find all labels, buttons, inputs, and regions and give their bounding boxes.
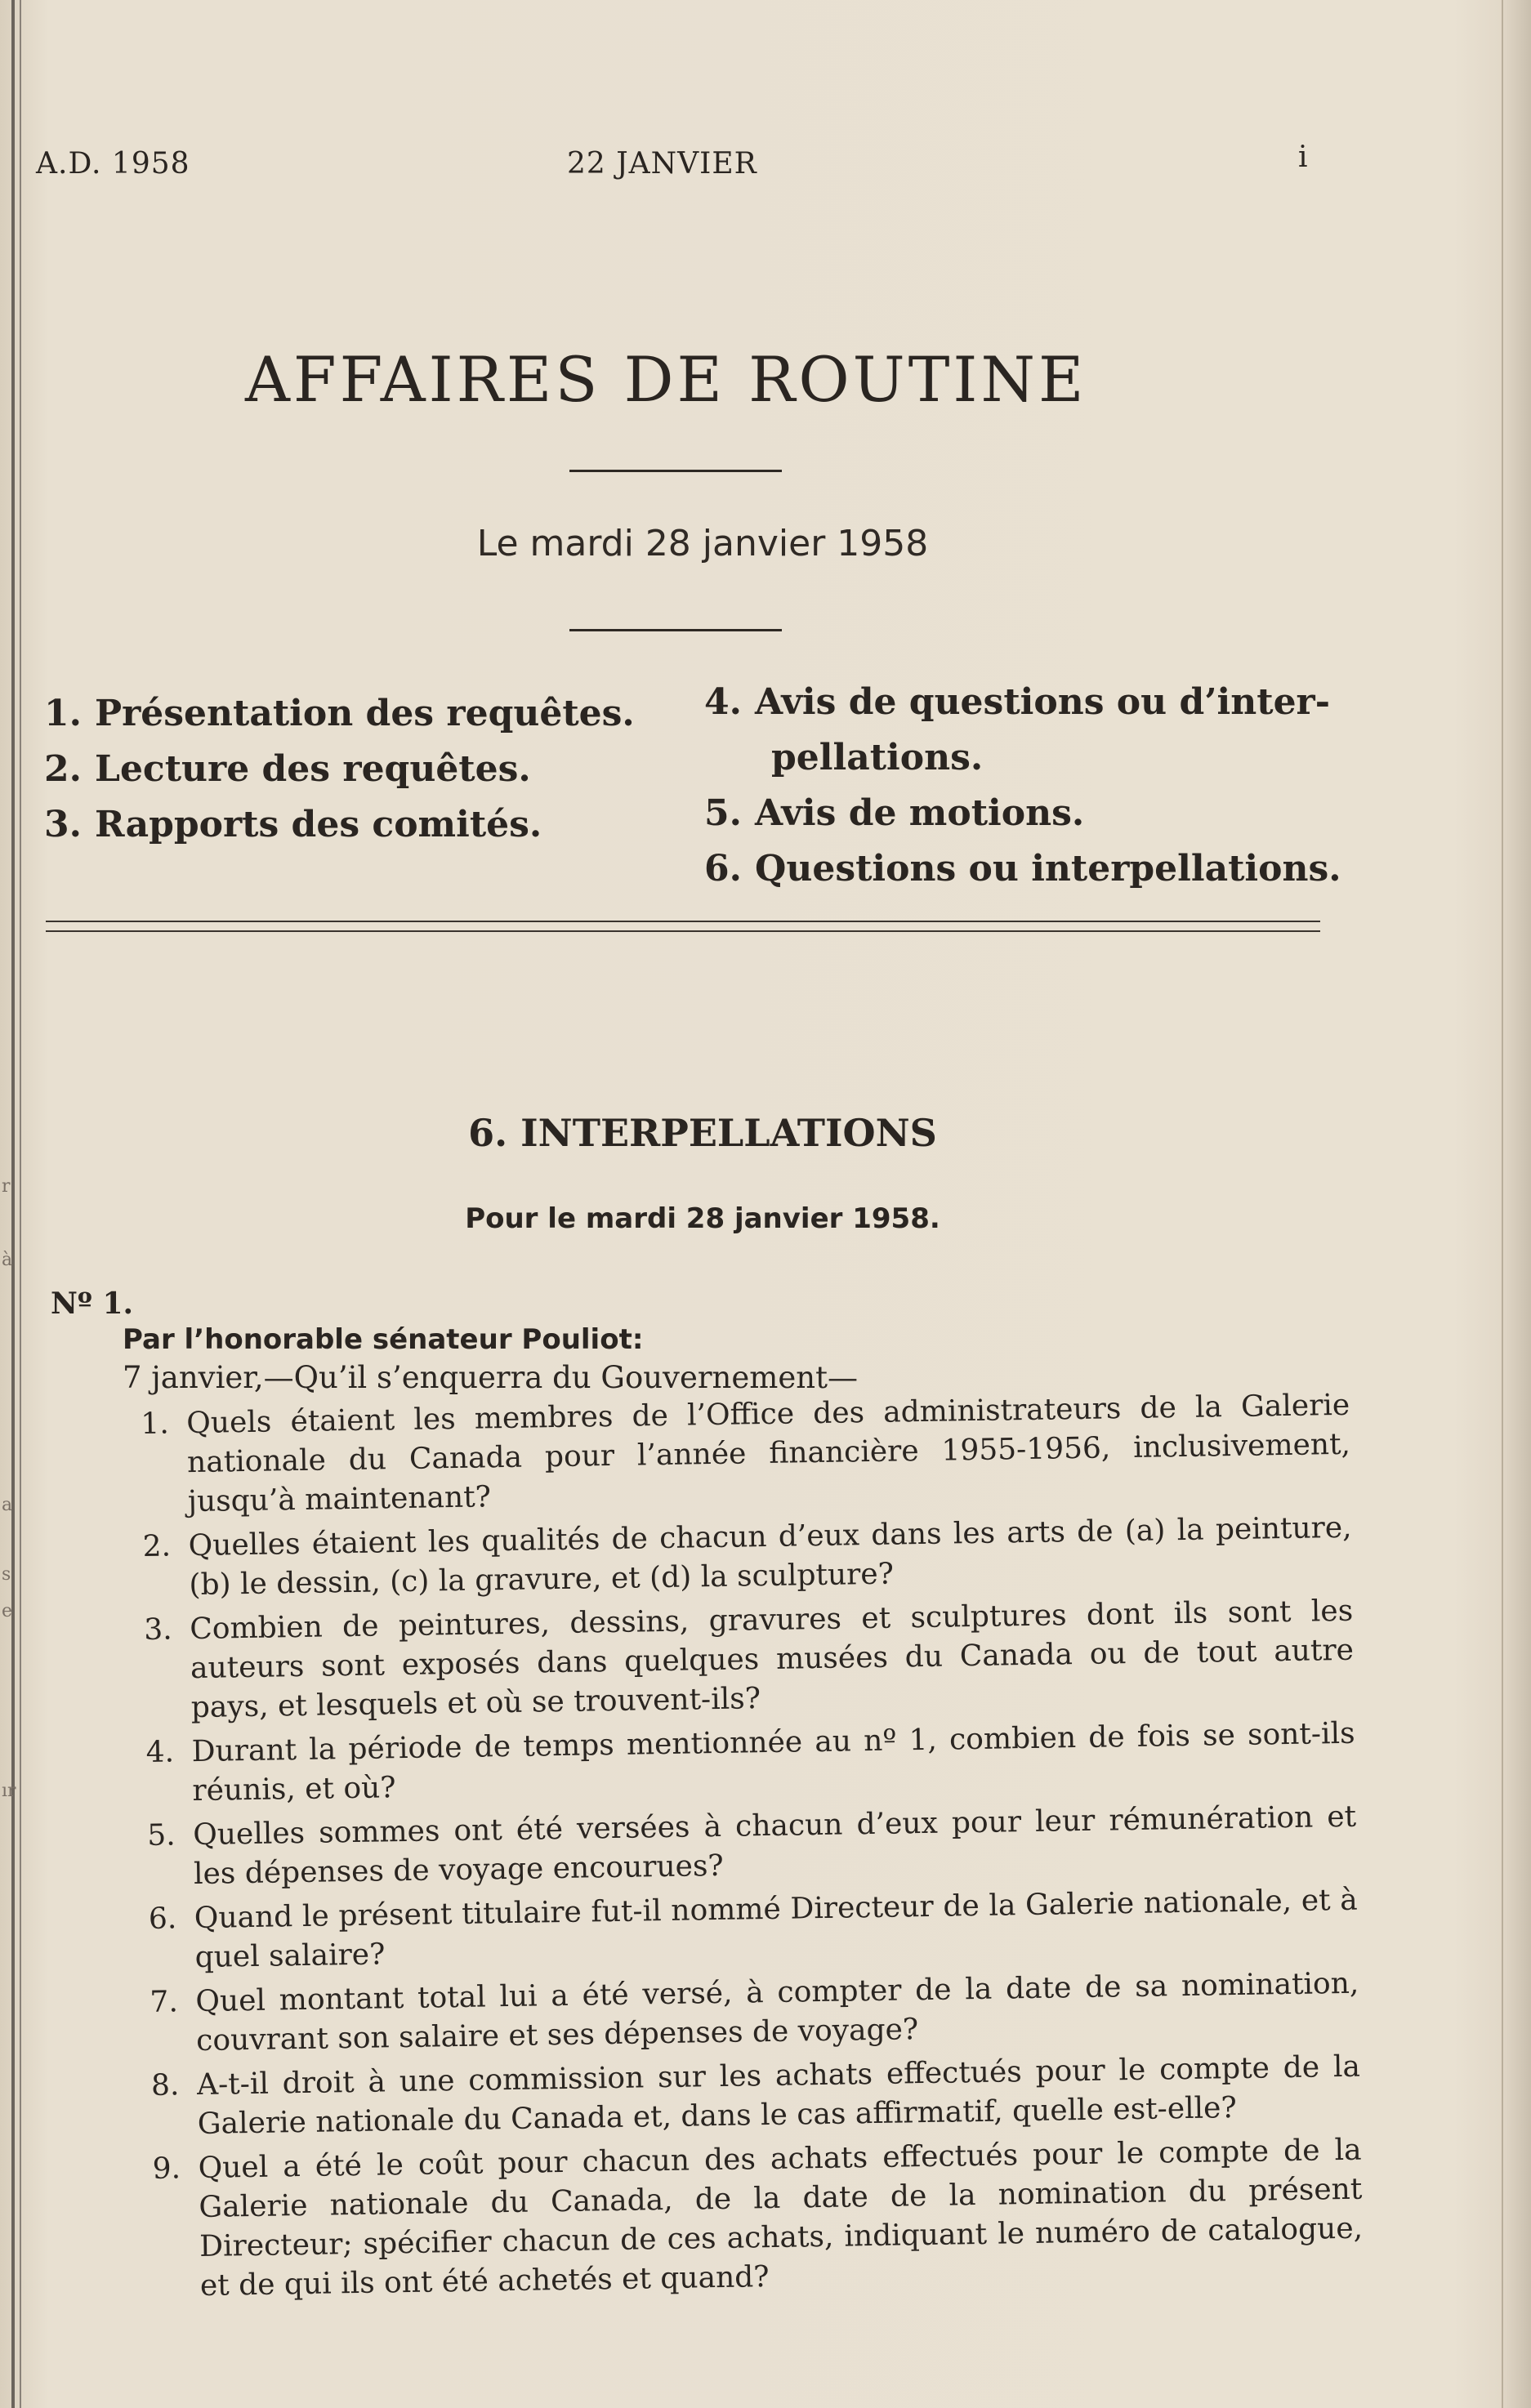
list-item-continuation: pellations. — [771, 737, 984, 778]
header-year: A.D. 1958 — [36, 147, 190, 181]
document-page: r à a s e ır A.D. 1958 22 JANVIER i AFFAIRES DE ROUTINE Le mardi 28 janvier 1958 1. Présentation des requêtes. 2. Lecture des requêtes. 3. Rapports des comités. 4. Avis de questions ou d’inter- pellations. 5. Avis de motions. 6. Questions ou interpellations. 6. INTERPELLATIONS Pour le mardi 28 janvier 1958. Nº 1. Par l’honorable sénateur Pouliot: 7 janvier,—Qu’il s’enquerra du Gouvernement— 1. Quels étaient les membres de l’Office des administrateurs de la Galerie nationale du Canada pour l’année financière 1955-1956, inclusivement, jusqu’à maintenant? 2. Quelles étaient les qualités de chacun d’eux dans les arts de (a) la peinture, (b) le dessin, (c) la gravure, et (d) la sculpture? 3. Combien de peintures, dessins, gravures et sculptures dont ils sont les auteurs sont exposés dans quelques musées du Canada ou de tout autre pays, et lesquels et où se trouvent-ils? 4. Durant la période de temps mentionnée au nº 1, combien de fois se sont-ils réunis, et où? 5. Quelles sommes ont été versées à chacun d’eux pour leur rémunération et les dépenses de voyage encourues? 6. Quand le présent titulaire fut-il nommé Directeur de la Galerie nationale, et à quel salaire? 7. Quel montant total lui a été versé, à compter de la date de sa nomination, couvrant son salaire et ses dépenses de voyage? 8. A-t-il droit à une commission sur les achats effectués pour le compte de la Galerie nationale du Canada et, dans le cas affirmatif, quelle est-elle? 9. Quel a été le coût pour chacun des achats effectués pour le compte de la Galerie nationale du Canada, de la date de la nomination du présent Directeur; spécifier chacun de ces achats, indiquant le numéro de catalogue, et de qui ils ont été achetés et quand? — [0, 0, 1531, 2408]
order-list-right — [704, 675, 1341, 897]
list-item: 5. Quelles sommes ont été versées à chacun d’eux pour leur rémunération et les dépenses de voyage encourues? — [146, 1799, 1357, 1892]
page-number: i — [1298, 140, 1309, 174]
list-item: 9. Quel a été le coût pour chacun des achats effectués pour le compte de la Galerie nationale du Canada, de la date de la nomination du présent Directeur; spécifier chacun de ces achats, indiquant le numéro de catalogue, et de qui ils ont été achetés et quand? — [152, 2133, 1364, 2303]
order-list-left — [44, 686, 635, 853]
list-item: 1. Présentation des requêtes. — [44, 693, 635, 734]
sitting-date: Le mardi 28 janvier 1958 — [476, 523, 929, 564]
question-author: Par l’honorable sénateur Pouliot: — [123, 1323, 644, 1356]
list-item: 2. Quelles étaient les qualités de chacun d’eux dans les arts de (a) la peinture, (b) le dessin, (c) la gravure, et (d) la sculpture? — [142, 1510, 1352, 1603]
divider — [569, 470, 782, 472]
question-number: Nº 1. — [51, 1286, 134, 1321]
header-date: 22 JANVIER — [567, 147, 757, 181]
running-header — [36, 140, 1327, 196]
divider — [569, 629, 782, 631]
double-divider — [46, 921, 1320, 932]
list-item: 3. Combien de peintures, dessins, gravures et sculptures dont ils sont les auteurs sont exposés dans quelques musées du Canada ou de tout autre pays, et lesquels et où se trouvent-ils? — [144, 1594, 1355, 1725]
page-edge — [1502, 0, 1531, 2408]
list-item: 5. Avis de motions. — [704, 792, 1085, 834]
list-item: 6. Quand le présent titulaire fut-il nommé Directeur de la Galerie nationale, et à quel salaire? — [148, 1883, 1359, 1975]
list-item: 2. Lecture des requêtes. — [44, 748, 531, 790]
question-intro: 7 janvier,—Qu’il s’enquerra du Gouvernement— — [123, 1360, 858, 1395]
section-subheading: Pour le mardi 28 janvier 1958. — [465, 1202, 940, 1235]
page-title: AFFAIRES DE ROUTINE — [245, 343, 1087, 416]
list-item: 8. A-t-il droit à une commission sur les achats effectués pour le compte de la Galerie nationale du Canada et, dans le cas affirmatif, quelle est-elle? — [150, 2049, 1361, 2142]
list-item: 1. Quels étaient les membres de l’Office des administrateurs de la Galerie nationale du Canada pour l’année financière 1955-1956, inclusivement, jusqu’à maintenant? — [141, 1388, 1351, 1519]
section-heading: 6. INTERPELLATIONS — [468, 1111, 937, 1155]
question-list — [141, 1386, 1364, 2312]
list-item: 7. Quel montant total lui a été versé, à compter de la date de sa nomination, couvrant son salaire et ses dépenses de voyage? — [150, 1966, 1359, 2058]
list-item: 4. Durant la période de temps mentionnée au nº 1, combien de fois se sont-ils réunis, et où? — [145, 1716, 1355, 1808]
list-item: 4. Avis de questions ou d’inter- — [704, 681, 1330, 723]
list-item: 6. Questions ou interpellations. — [704, 848, 1341, 890]
list-item: 3. Rapports des comités. — [44, 804, 542, 845]
